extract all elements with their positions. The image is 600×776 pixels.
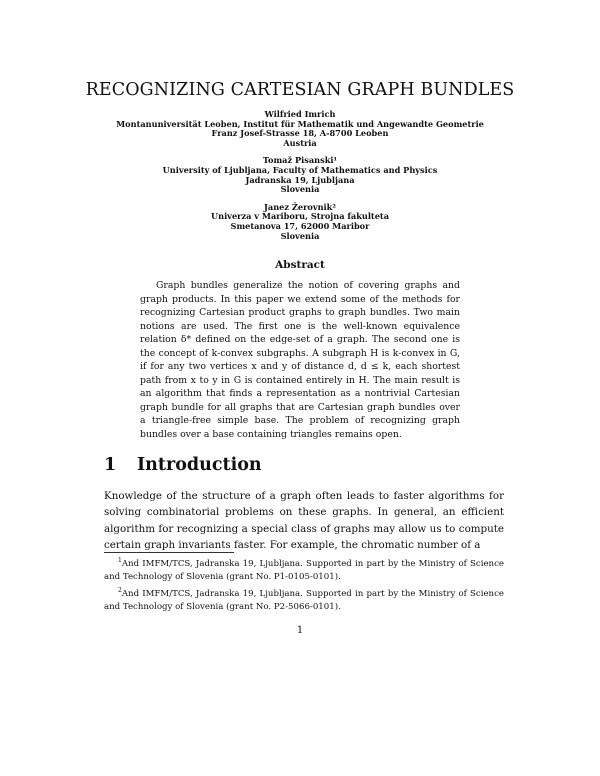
footnote-text: And IMFM/TCS, Jadranska 19, Ljubljana. Supported in part by the Ministry of Science and Technology of Slovenia (grant No. P2-5066-0101). (104, 589, 504, 613)
page-number: 1 (296, 625, 304, 636)
author-country: Slovenia (280, 184, 320, 195)
author-affiliation: Univerza v Mariboru, Strojna fakulteta (210, 211, 390, 222)
footnote-mark: 2 (118, 587, 122, 595)
footnote (104, 554, 504, 584)
author-block (100, 110, 500, 148)
section-title: Introduction (137, 455, 262, 475)
section-number: 1 (104, 455, 117, 475)
author-affiliation: University of Ljubljana, Faculty of Mathematics and Physics (162, 164, 438, 175)
abstract-heading: Abstract (275, 259, 325, 271)
author-address: Franz Josef-Strasse 18, A-8700 Leoben (211, 128, 389, 139)
footnotes (104, 554, 504, 615)
footnote-text: And IMFM/TCS, Jadranska 19, Ljubljana. Supported in part by the Ministry of Science and Technology of Slovenia (grant No. P1-0105-0101). (104, 558, 504, 583)
author-address: Jadranska 19, Ljubljana (245, 174, 355, 185)
author-name: Tomaž Pisanski¹ (262, 155, 338, 166)
author-list (100, 110, 500, 249)
section-heading (104, 455, 504, 475)
author-country: Austria (283, 137, 317, 148)
author-block (100, 156, 500, 194)
author-block (100, 203, 500, 241)
author-affiliation: Montanuniversität Leoben, Institut für Mathematik und Angewandte Geometrie (116, 118, 484, 129)
author-country: Slovenia (280, 230, 320, 241)
author-name: Janez Žerovnik² (264, 201, 336, 212)
footnote (104, 584, 504, 614)
abstract-text: Graph bundles generalize the notion of covering graphs and graph products. In this paper we extend some of the methods for recognizing Cartesian product graphs to graph bundles. Two main notions are used. The first one is the well-known equivalence relation δ* defined on the edge-set of a graph. The second one is the concept of k-convex subgraphs. A subgraph H is k-convex in G, if for any two vertices x and y of distance d, d ≤ k, each shortest path from x to y in G is contained entirely in H. The main result is an algorithm that finds a representation as a nontrivial Cartesian graph bundle for all graphs that are Cartesian graph bundles over a triangle-free simple base. The problem of recognizing graph bundles over a base containing triangles remains open. (140, 280, 460, 441)
author-address: Smetanova 17, 62000 Maribor (230, 220, 370, 231)
introduction-text: Knowledge of the structure of a graph often leads to faster algorithms for solving combinatorial problems on these graphs. In general, an efficient algorithm for recognizing a special class of graphs may allow us to compute certain graph invariants faster. For example, the chromatic number of a (104, 490, 504, 551)
author-name: Wilfried Imrich (264, 109, 336, 119)
paper-title: RECOGNIZING CARTESIAN GRAPH BUNDLES (85, 80, 515, 100)
footnote-mark: 1 (118, 557, 122, 564)
footnote-divider (104, 552, 234, 553)
